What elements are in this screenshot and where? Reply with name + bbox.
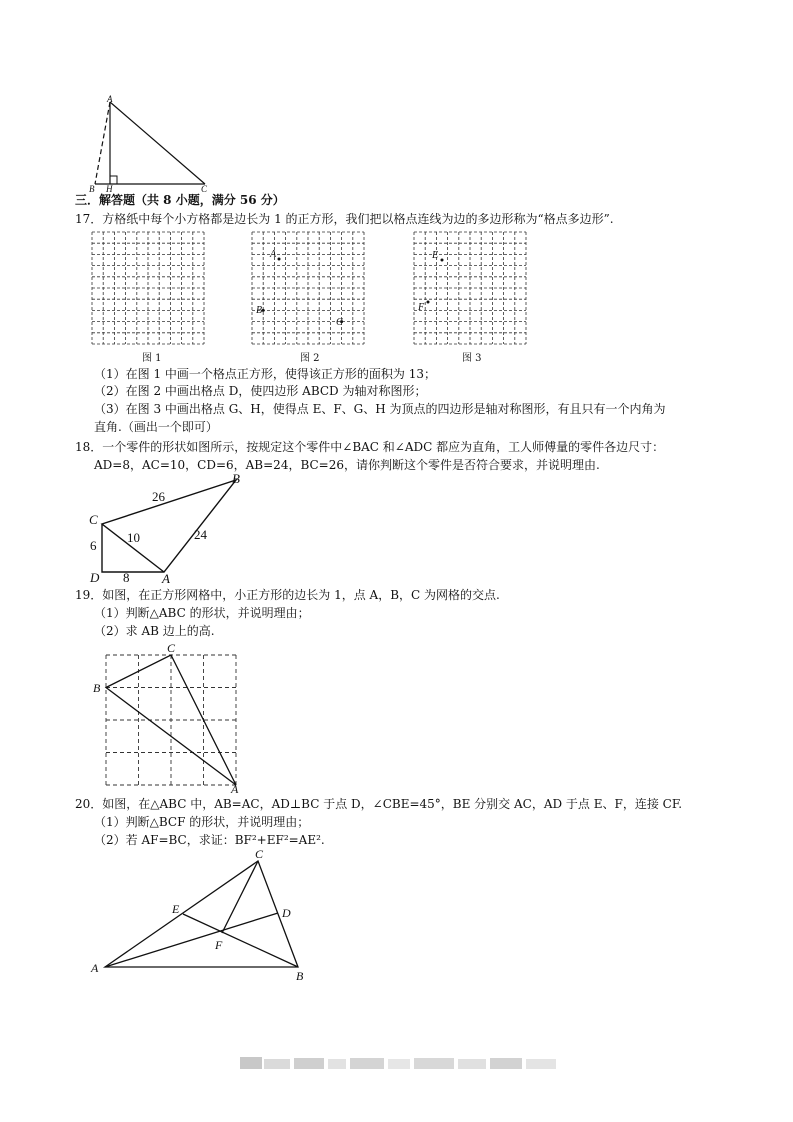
vertex-F: F [215, 938, 223, 952]
label-B: B [89, 184, 95, 194]
vertex-D: D [90, 570, 100, 585]
vertex-B: B [93, 681, 101, 695]
q17-grid-fig1 [92, 232, 206, 346]
q17-grid-fig3 [414, 232, 528, 346]
side-BC-label: 26 [152, 489, 165, 504]
vertex-A: A [91, 961, 99, 975]
vertex-B: B [232, 471, 240, 486]
q19-part1: （1）判断△ABC 的形状，并说明理由； [94, 606, 310, 620]
label-C: C [201, 184, 208, 194]
q18-stem-line1: 18．一个零件的形状如图所示，按规定这个零件中∠BAC 和∠ADC 都应为直角，工人师傅量的零件各边尺寸： [75, 440, 665, 454]
vertex-E: E [172, 902, 180, 916]
side-AB-label: 24 [194, 527, 207, 542]
side-AD-label: 8 [123, 570, 130, 585]
vertex-D: D [282, 906, 291, 920]
q18-figure [80, 470, 260, 588]
q20-stem: 20．如图，在△ABC 中，AB=AC，AD⊥BC 于点 D，∠CBE=45°，BE 分别交 AC，AD 于点 E、F，连接 CF. [75, 797, 683, 811]
vertex-A: A [231, 782, 239, 796]
q17-caption-fig3: 图 3 [462, 353, 482, 364]
q17-part3: （3）在图 3 中画出格点 G、H，使得点 E、F、G、H 为顶点的四边形是轴对称图形，有且只有一个内角为 [94, 402, 666, 416]
label-A: A [107, 94, 113, 104]
vertex-A: A [162, 571, 170, 586]
vertex-C: C [167, 641, 176, 655]
point-C: C [336, 317, 343, 328]
point-B: B [256, 305, 263, 316]
point-A: A [270, 249, 277, 260]
q17-part3-cont: 直角.（画出一个即可） [94, 420, 218, 434]
point-F: F [418, 302, 425, 313]
q19-figure [90, 640, 250, 795]
grid-lines [92, 232, 204, 344]
q17-grid-fig2 [252, 232, 366, 346]
grid-lines [252, 232, 364, 344]
grid-lines [414, 232, 526, 344]
q20-part1: （1）判断△BCF 的形状，并说明理由； [94, 815, 310, 829]
section-heading: 三．解答题（共 8 小题，满分 56 分） [75, 193, 285, 207]
vertex-C: C [255, 847, 264, 861]
q18-stem-line2: AD=8，AC=10，CD=6，AB=24，BC=26，请你判断这个零件是否符合要求，并说明理由. [94, 458, 600, 472]
q20-figure [88, 845, 318, 985]
q17-part2: （2）在图 2 中画出格点 D，使四边形 ABCD 为轴对称图形； [94, 384, 427, 398]
side-CD-label: 6 [90, 538, 97, 553]
blurred-footer-watermark [240, 1057, 556, 1069]
q17-caption-fig2: 图 2 [300, 353, 320, 364]
q17-part1: （1）在图 1 中画一个格点正方形，使得该正方形的面积为 13； [94, 367, 436, 381]
q20-part2: （2）若 AF=BC，求证：BF²+EF²=AE². [94, 833, 325, 847]
label-H: H [106, 184, 113, 194]
vertex-B: B [296, 969, 304, 983]
q19-stem: 19．如图，在正方形网格中，小正方形的边长为 1，点 A，B，C 为网格的交点. [75, 588, 500, 602]
point-E: E [432, 250, 439, 261]
q17-caption-fig1: 图 1 [142, 353, 162, 364]
grid-lines [106, 655, 236, 785]
top-triangle-figure [85, 92, 215, 192]
side-AC-label: 10 [127, 530, 140, 545]
vertex-C: C [89, 512, 98, 527]
q19-part2: （2）求 AB 边上的高. [94, 624, 215, 638]
q17-stem: 17．方格纸中每个小方格都是边长为 1 的正方形，我们把以格点连线为边的多边形称为“格点多边形”. [75, 212, 614, 226]
